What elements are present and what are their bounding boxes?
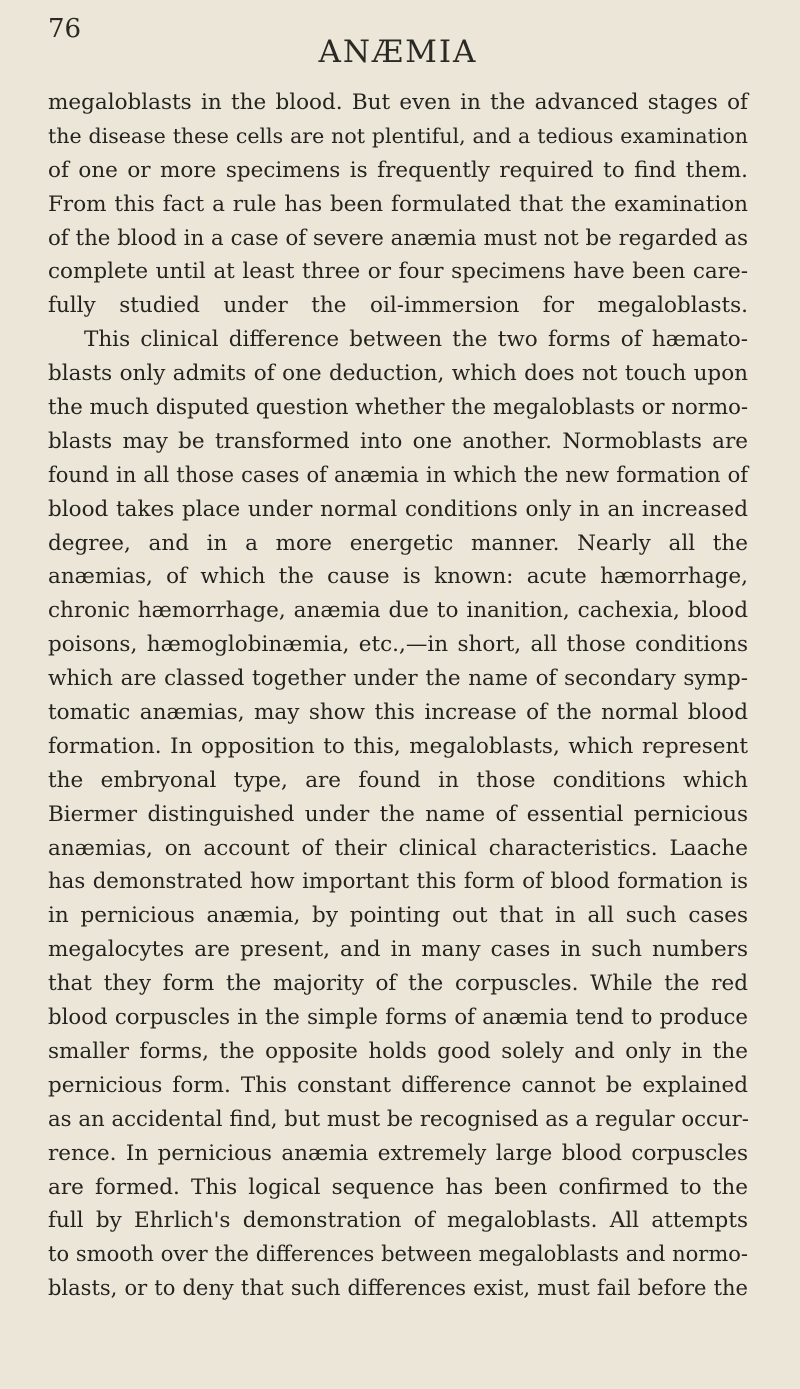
- text-line: of one or more specimens is frequently required to find them.: [48, 157, 748, 183]
- text-line: fully studied under the oil-immersion for megaloblasts.: [48, 293, 748, 319]
- text-line: chronic hæmorrhage, anæmia due to inanition, cachexia, blood: [48, 598, 748, 624]
- page-header: [48, 14, 748, 74]
- text-line: has demonstrated how important this form of blood formation is: [48, 869, 748, 895]
- text-line: smaller forms, the opposite holds good solely and only in the: [48, 1038, 748, 1064]
- text-line: anæmias, of which the cause is known: acute hæmorrhage,: [48, 564, 748, 590]
- text-line: blasts may be transformed into one another. Normoblasts are: [48, 428, 748, 454]
- text-line: pernicious form. This constant difference cannot be explained: [48, 1072, 748, 1098]
- text-line: megaloblasts in the blood. But even in the advanced stages of: [48, 90, 748, 115]
- text-line: tomatic anæmias, may show this increase of the normal blood: [48, 700, 748, 726]
- text-line: blood corpuscles in the simple forms of anæmia tend to produce: [48, 1005, 748, 1031]
- text-line: anæmias, on account of their clinical characteristics. Laache: [48, 835, 748, 861]
- text-line: in pernicious anæmia, by pointing out that in all such cases: [48, 903, 748, 929]
- text-line: poisons, hæmoglobinæmia, etc.,—in short, all those conditions: [48, 632, 748, 658]
- text-line: Biermer distinguished under the name of essential pernicious: [48, 801, 748, 827]
- text-line: the much disputed question whether the megaloblasts or normo-: [48, 395, 749, 421]
- text-line: This clinical difference between the two forms of hæmato-: [84, 327, 748, 353]
- page-number: 76: [48, 14, 82, 44]
- text-line: blasts, or to deny that such differences exist, must fail before the: [48, 1276, 748, 1301]
- text-line: formation. In opposition to this, megaloblasts, which represent: [48, 733, 748, 759]
- text-line: found in all those cases of anæmia in which the new formation of: [48, 462, 748, 487]
- text-line: megalocytes are present, and in many cases in such numbers: [48, 937, 748, 963]
- body-text: [48, 86, 748, 1306]
- text-line: blasts only admits of one deduction, which does not touch upon: [48, 361, 748, 387]
- text-line: complete until at least three or four specimens have been care-: [48, 259, 748, 285]
- text-line: rence. In pernicious anæmia extremely large blood corpuscles: [48, 1140, 748, 1166]
- text-line: degree, and in a more energetic manner. Nearly all the: [48, 530, 748, 556]
- text-line: as an accidental find, but must be recognised as a regular occur-: [48, 1106, 749, 1132]
- text-line: From this fact a rule has been formulated that the examination: [48, 191, 748, 217]
- text-line: blood takes place under normal conditions only in an increased: [48, 496, 748, 522]
- text-line: are formed. This logical sequence has been confirmed to the: [48, 1174, 748, 1200]
- text-line: to smooth over the differences between megaloblasts and normo-: [48, 1242, 748, 1267]
- text-line: that they form the majority of the corpuscles. While the red: [48, 971, 748, 997]
- text-line: full by Ehrlich's demonstration of megaloblasts. All attempts: [48, 1208, 748, 1234]
- text-line: which are classed together under the name of secondary symp-: [48, 666, 748, 692]
- text-line: the disease these cells are not plentiful, and a tedious examination: [48, 123, 748, 148]
- text-line: the embryonal type, are found in those conditions which: [48, 767, 748, 793]
- running-title: ANÆMIA: [318, 34, 478, 70]
- text-line: of the blood in a case of severe anæmia must not be regarded as: [48, 225, 748, 251]
